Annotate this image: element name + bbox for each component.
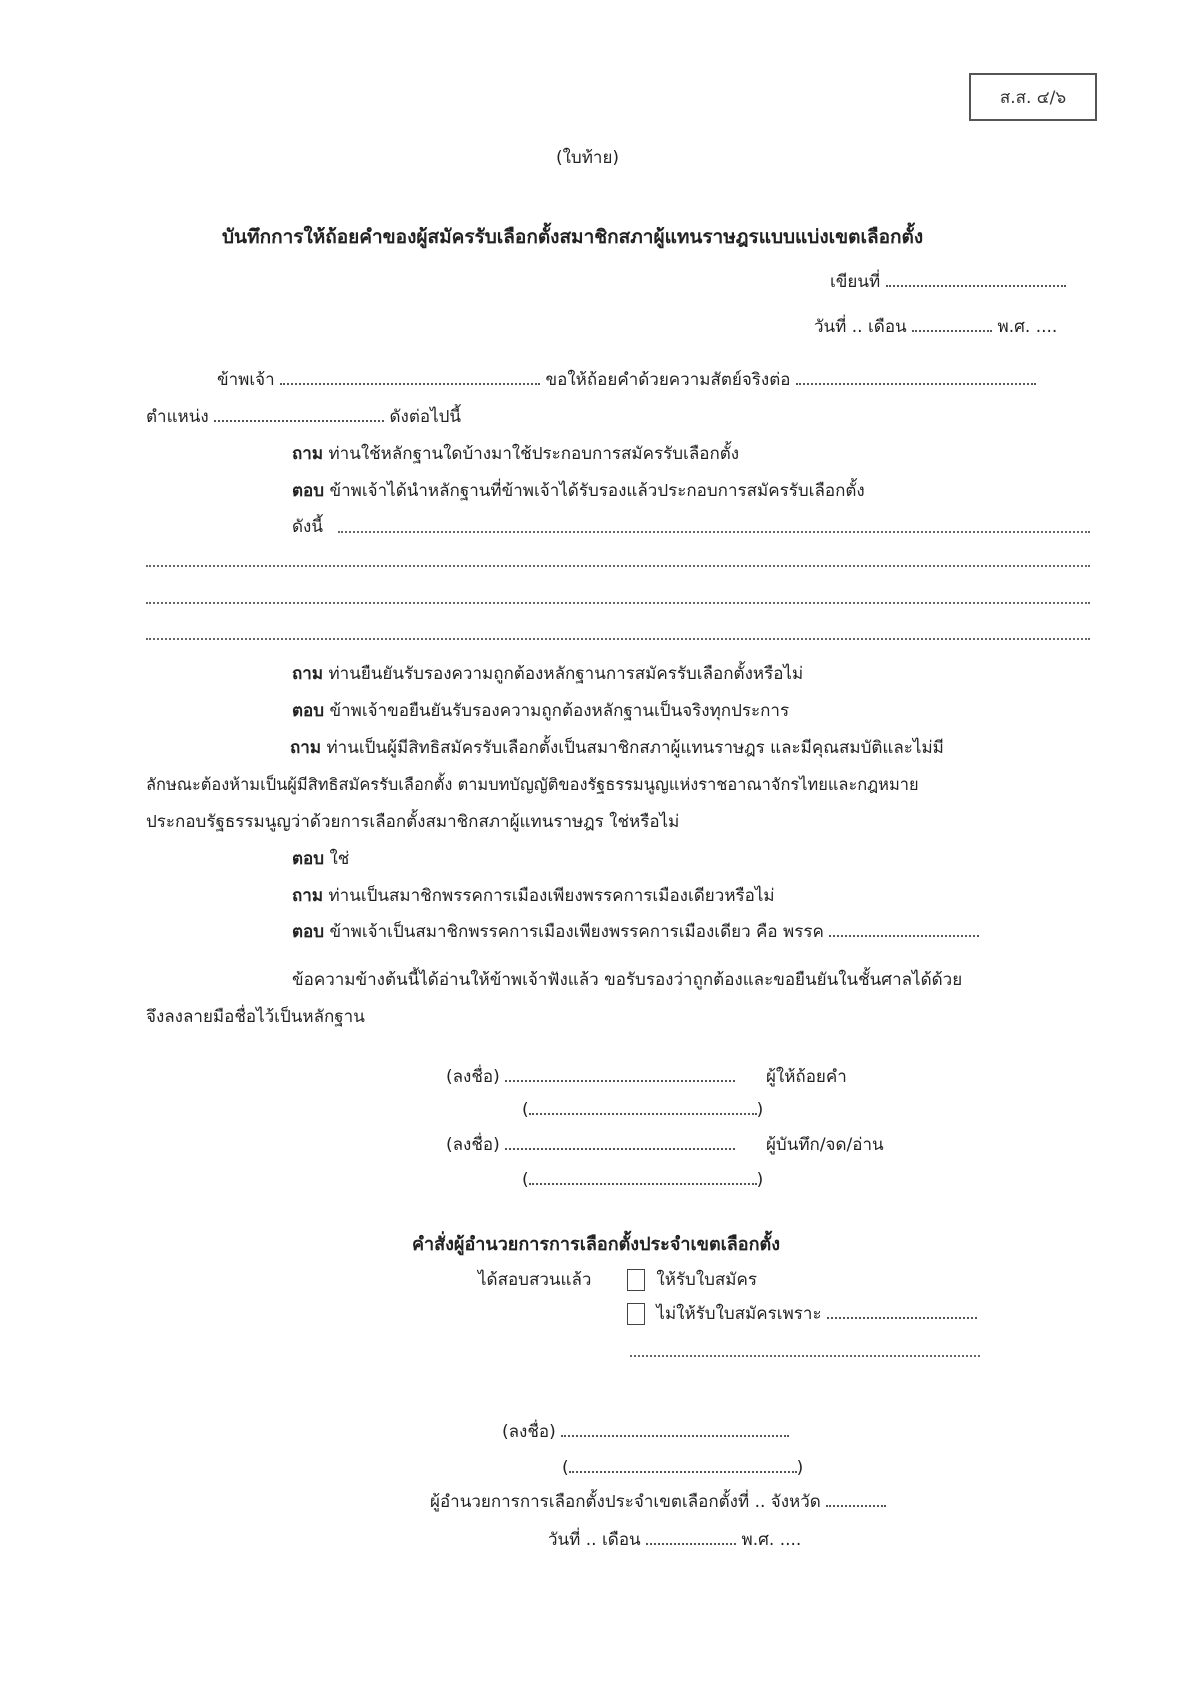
director-name-row bbox=[562, 1456, 803, 1480]
investigated-label: ได้สอบสวนแล้ว bbox=[478, 1270, 592, 1290]
sign-label: (ลงชื่อ) bbox=[446, 1067, 500, 1087]
question-label: ถาม bbox=[292, 664, 324, 684]
question-text-1: ท่านเป็นผู้มีสิทธิสมัครรับเลือกตั้งเป็นสมาชิกสภาผู้แทนราษฎร และมีคุณสมบัติและไม่มี bbox=[326, 738, 944, 758]
question-text: ท่านใช้หลักฐานใดบ้างมาใช้ประกอบการสมัครรับเลือกตั้ง bbox=[328, 444, 740, 464]
accept-checkbox[interactable] bbox=[627, 1269, 645, 1291]
question-label: ถาม bbox=[290, 738, 322, 758]
question-text: ท่านเป็นสมาชิกพรรคการเมืองเพียงพรรคการเมืองเดียวหรือไม่ bbox=[328, 886, 775, 906]
question-3 bbox=[290, 736, 944, 760]
testifier-signature-field[interactable] bbox=[505, 1066, 735, 1082]
order-date-row bbox=[548, 1528, 801, 1552]
director-title: ผู้อำนวยการการเลือกตั้งประจำเขตเลือกตั้งที่ .. จังหวัด bbox=[430, 1492, 821, 1512]
answer-text: ข้าพเจ้าเป็นสมาชิกพรรคการเมืองเพียงพรรคการเมืองเดียว คือ พรรค bbox=[329, 922, 824, 942]
option-reject bbox=[627, 1302, 977, 1326]
written-at-label: เขียนที่ bbox=[830, 272, 881, 292]
intro-line-1 bbox=[217, 368, 1036, 392]
open-paren: ( bbox=[522, 1170, 529, 1190]
testify-to-field[interactable] bbox=[796, 369, 1036, 385]
question-1 bbox=[292, 442, 739, 466]
question-label: ถาม bbox=[292, 444, 324, 464]
position-label: ตำแหน่ง bbox=[146, 407, 209, 427]
name-field[interactable] bbox=[280, 369, 540, 385]
date-row bbox=[814, 315, 1057, 339]
reject-checkbox[interactable] bbox=[627, 1303, 645, 1325]
form-code-box bbox=[969, 73, 1097, 121]
evidence-line-4[interactable] bbox=[146, 638, 1090, 640]
close-paren: ) bbox=[796, 1458, 804, 1478]
answer-1 bbox=[292, 479, 865, 503]
sign-label: (ลงชื่อ) bbox=[446, 1135, 500, 1155]
closing-line-1: ข้อความข้างต้นนี้ได้อ่านให้ข้าพเจ้าฟังแล้ว ขอรับรองว่าถูกต้องและขอยืนยันในชั้นศาลได้ด้วย bbox=[292, 970, 963, 990]
recorder-role: ผู้บันทึก/จด/อ่าน bbox=[765, 1135, 884, 1155]
answer-text: ข้าพเจ้าขอยืนยันรับรองความถูกต้องหลักฐานเป็นจริงทุกประการ bbox=[329, 701, 790, 721]
testifier-name-row bbox=[522, 1098, 763, 1122]
testify-label: ขอให้ถ้อยคำด้วยความสัตย์จริงต่อ bbox=[545, 370, 791, 390]
testifier-printed-name-field[interactable] bbox=[529, 1099, 757, 1115]
close-paren: ) bbox=[756, 1170, 764, 1190]
recorder-signature-row bbox=[446, 1133, 884, 1157]
year-label: พ.ศ. .... bbox=[997, 317, 1058, 337]
question-3-line-2: ลักษณะต้องห้ามเป็นผู้มีสิทธิสมัครรับเลือกตั้ง ตามบทบัญญัติของรัฐธรรมนูญแห่งราชอาณาจักรไทยและกฎหมาย bbox=[146, 775, 919, 794]
evidence-line-1[interactable] bbox=[338, 531, 1090, 533]
order-year-label: พ.ศ. .... bbox=[741, 1530, 802, 1550]
appendix-label: (ใบท้าย) bbox=[556, 148, 620, 168]
party-name-field[interactable] bbox=[829, 921, 979, 937]
testifier-signature-row bbox=[446, 1065, 847, 1089]
evidence-line-2[interactable] bbox=[146, 565, 1090, 567]
evidence-line-3[interactable] bbox=[146, 602, 1090, 604]
reject-reason-field[interactable] bbox=[827, 1303, 977, 1319]
answer-label: ตอบ bbox=[292, 481, 325, 501]
answer-text: ข้าพเจ้าได้นำหลักฐานที่ข้าพเจ้าได้รับรองแล้วประกอบการสมัครรับเลือกตั้ง bbox=[329, 481, 865, 501]
question-text: ท่านยืนยันรับรองความถูกต้องหลักฐานการสมัครรับเลือกตั้งหรือไม่ bbox=[328, 664, 804, 684]
order-title: คำสั่งผู้อำนวยการการเลือกตั้งประจำเขตเลือกตั้ง bbox=[412, 1234, 780, 1255]
month-label: เดือน bbox=[868, 317, 907, 337]
director-title-row bbox=[430, 1490, 886, 1514]
option-accept bbox=[627, 1268, 757, 1292]
answer-2 bbox=[292, 699, 789, 723]
order-month-label: เดือน bbox=[602, 1530, 641, 1550]
answer-cont-text: ดังนี้ bbox=[292, 517, 323, 537]
question-2 bbox=[292, 662, 803, 686]
intro-line-2 bbox=[146, 405, 461, 429]
director-signature-field[interactable] bbox=[561, 1421, 789, 1437]
option-accept-label: ให้รับใบสมัคร bbox=[656, 1270, 758, 1290]
open-paren: ( bbox=[562, 1458, 569, 1478]
director-printed-name-field[interactable] bbox=[569, 1457, 797, 1473]
recorder-name-row bbox=[522, 1168, 763, 1192]
question-4 bbox=[292, 884, 775, 908]
province-field[interactable] bbox=[826, 1491, 886, 1507]
written-at-row bbox=[830, 270, 1066, 294]
testifier-role: ผู้ให้ถ้อยคำ bbox=[765, 1067, 847, 1087]
order-date-label: วันที่ .. bbox=[548, 1530, 597, 1550]
i-label: ข้าพเจ้า bbox=[217, 370, 275, 390]
date-label: วันที่ .. bbox=[814, 317, 863, 337]
answer-label: ตอบ bbox=[292, 922, 325, 942]
answer-label: ตอบ bbox=[292, 849, 325, 869]
option-reject-label: ไม่ให้รับใบสมัครเพราะ bbox=[656, 1304, 822, 1324]
written-at-field[interactable] bbox=[886, 271, 1066, 287]
month-field[interactable] bbox=[912, 316, 992, 332]
answer-label: ตอบ bbox=[292, 701, 325, 721]
recorder-signature-field[interactable] bbox=[505, 1134, 735, 1150]
question-3-line-3: ประกอบรัฐธรรมนูญว่าด้วยการเลือกตั้งสมาชิกสภาผู้แทนราษฎร ใช่หรือไม่ bbox=[146, 812, 680, 832]
order-month-field[interactable] bbox=[646, 1529, 736, 1545]
director-signature-row bbox=[502, 1420, 789, 1444]
open-paren: ( bbox=[522, 1100, 529, 1120]
as-follows-label: ดังต่อไปนี้ bbox=[389, 407, 462, 427]
document-title: บันทึกการให้ถ้อยคำของผู้สมัครรับเลือกตั้งสมาชิกสภาผู้แทนราษฎรแบบแบ่งเขตเลือกตั้ง bbox=[222, 226, 924, 248]
answer-4 bbox=[292, 920, 979, 944]
answer-3 bbox=[292, 847, 349, 871]
reject-reason-line-2[interactable] bbox=[630, 1355, 980, 1357]
position-field[interactable] bbox=[214, 406, 384, 422]
sign-label: (ลงชื่อ) bbox=[502, 1422, 556, 1442]
answer-1-cont bbox=[292, 515, 323, 539]
close-paren: ) bbox=[756, 1100, 764, 1120]
closing-line-2: จึงลงลายมือชื่อไว้เป็นหลักฐาน bbox=[146, 1007, 365, 1027]
answer-text: ใช่ bbox=[329, 849, 350, 869]
question-label: ถาม bbox=[292, 886, 324, 906]
recorder-printed-name-field[interactable] bbox=[529, 1169, 757, 1185]
form-code: ส.ส. ๔/๖ bbox=[999, 87, 1067, 108]
